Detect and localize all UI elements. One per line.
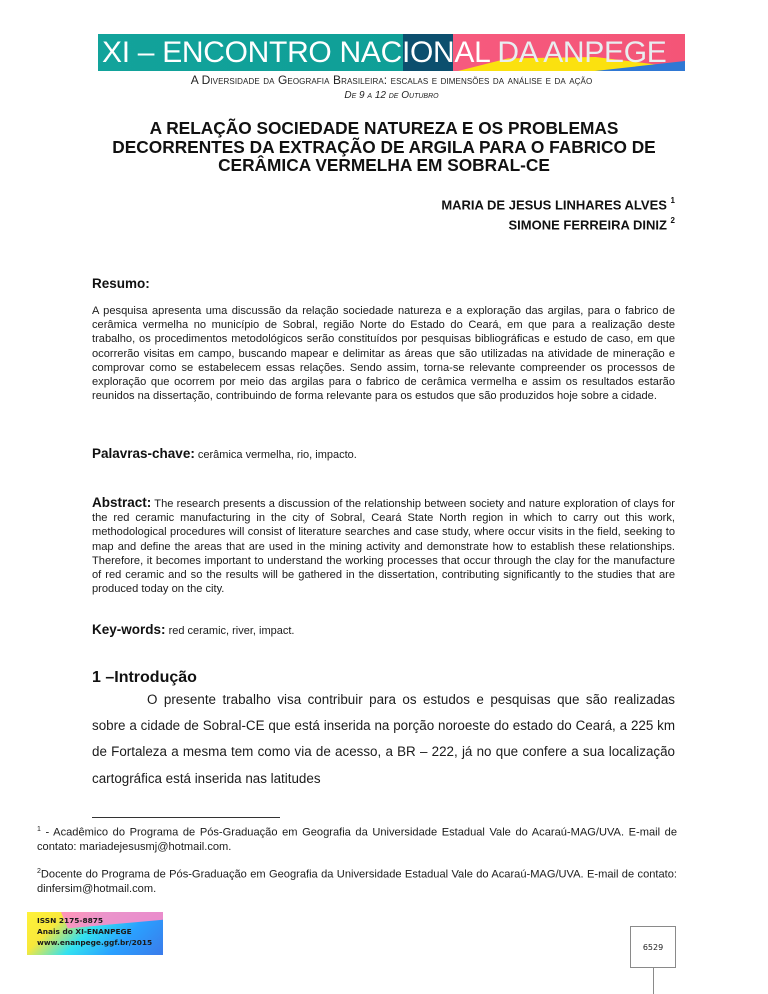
- footnote-1: [37, 823, 677, 854]
- page-number-box: [630, 926, 676, 968]
- proceedings-name: Anais do XI-ENANPEGE: [37, 927, 132, 936]
- conference-dates: De 9 a 12 de Outubro: [344, 90, 439, 101]
- author: [441, 194, 675, 214]
- palavras-chave: [92, 446, 357, 461]
- conference-subtitle: A Diversidade da Geografia Brasileira: escalas e dimensões da análise e da ação: [190, 73, 593, 87]
- page-number: 6529: [642, 942, 664, 952]
- author-name: MARIA DE JESUS LINHARES ALVES: [441, 197, 667, 213]
- footnote-number: 1: [37, 826, 41, 833]
- issn-number: ISSN 2175-8875: [37, 916, 104, 925]
- introduction-text: O presente trabalho visa contribuir para os estudos e pesquisas que são realizadas sobre a cidade de Sobral-CE que está inserida na porção noroeste do estado do Ceará, a 225 km de Fortaleza a mesma tem como via de acesso, a BR – 222, já no que confere a sua localização cartográfica está inserida nas latitudes: [92, 692, 675, 786]
- title-line: DECORRENTES DA EXTRAÇÃO DE ARGILA PARA O FABRICO DE: [112, 136, 656, 157]
- footnote-text: Docente do Programa de Pós-Graduação em Geografia da Universidade Estadual Vale do Acaraú-MAG/UVA. E-mail de contato: dinfersim@hotmail.com.: [37, 868, 677, 895]
- title-line: A RELAÇÃO SOCIEDADE NATUREZA E OS PROBLEMAS: [149, 118, 619, 138]
- conference-banner: [98, 34, 685, 71]
- banner-title-part2: DA ANPEGE: [489, 36, 667, 69]
- author-list: [441, 194, 675, 234]
- palavras-chave-label: Palavras-chave:: [92, 446, 195, 461]
- palavras-chave-text: cerâmica vermelha, rio, impacto.: [194, 449, 357, 461]
- page-number-line: [653, 968, 654, 994]
- footnote-ref[interactable]: 2: [670, 215, 675, 225]
- introduction-heading: 1 –Introdução: [92, 669, 197, 686]
- author-name: SIMONE FERREIRA DINIZ: [508, 217, 667, 233]
- footnote-number: 2: [37, 868, 41, 875]
- proceedings-url[interactable]: www.enanpege.ggf.br/2015: [37, 938, 153, 947]
- banner-title: [102, 36, 666, 70]
- key-words-text: red ceramic, river, impact.: [165, 625, 295, 637]
- banner-title-part1: XI – ENCONTRO NACIONAL: [102, 36, 490, 69]
- abstract-text: The research presents a discussion of the relationship between society and nature exploration of clays for the red ceramic manufacturing in the city of Sobral, Ceará State North region in which to carry out this work, methodological procedures will consist of literature searches and case study, where occur visits in the field, seeking to map and define the areas that are used in the mining activity and demonstrate how to establish these relationships. Therefore, it becomes important to understand the working processes that occur through the clay for the manufacture of red ceramic and so the results will be gathered in the dissertation, contributing significantly to the studies that are produced today on the city.: [92, 498, 675, 596]
- footnote-separator: [92, 817, 280, 818]
- abstract-label: Abstract:: [92, 495, 152, 510]
- issn-badge-text: [37, 915, 152, 948]
- footnote-ref[interactable]: 1: [670, 196, 675, 205]
- title-line: CERÂMICA VERMELHA EM SOBRAL-CE: [218, 155, 550, 175]
- footnote-2: [37, 865, 677, 896]
- resumo-text: A pesquisa apresenta uma discussão da relação sociedade natureza e a exploração das argilas, para o fabrico de cerâmica vermelha no município de Sobral, região Norte do Estado do Ceará, em que para a realização deste trabalho, os procedimentos metodológicos serão constituídos por pesquisas bibliográficas e estudo de caso, em que ocorrerão visitas em campo, buscando mapear e delimitar as áreas que são utilizadas na atividade de mineração e comprovar como se estabelecem essas relações. Sendo assim, torna-se relevante compreender os processos de exploração que ocorrem por meio das argilas para o fabrico de cerâmica vermelha e assim os resultados estarão reunidos na dissertação, contribuindo de forma relevante para os estudos que são produzidos hoje sobre a cidade.: [92, 305, 675, 403]
- paper-title: [40, 119, 728, 175]
- resumo-heading: Resumo:: [92, 276, 150, 291]
- author: [441, 214, 675, 234]
- key-words: [92, 622, 295, 637]
- footnote-text: - Acadêmico do Programa de Pós-Graduação em Geografia da Universidade Estadual Vale do Acaraú-MAG/UVA. E-mail de contato: mariadejesusmj@hotmail.com.: [37, 826, 677, 853]
- abstract: [92, 496, 675, 596]
- issn-badge: [27, 912, 163, 955]
- key-words-label: Key-words:: [92, 622, 166, 637]
